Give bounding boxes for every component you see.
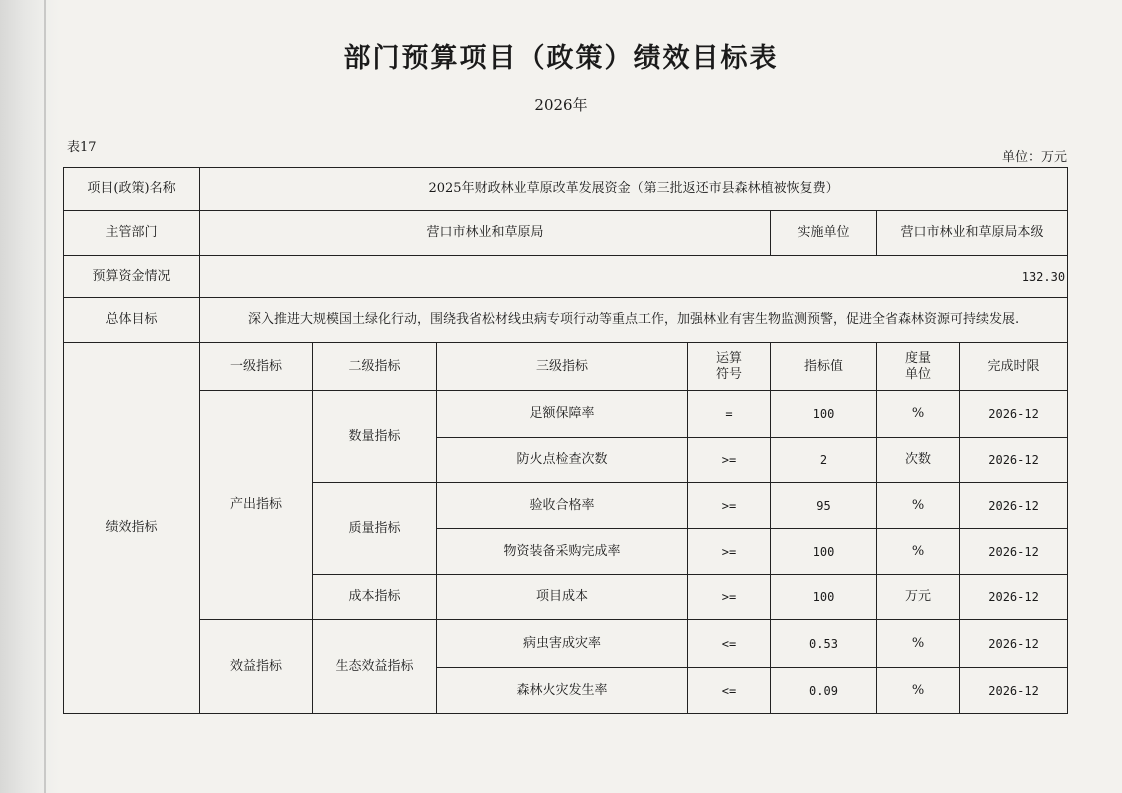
group-quality: 质量指标	[313, 483, 437, 575]
header-target: 指标值	[771, 343, 877, 391]
indicator-value: 100	[771, 391, 877, 438]
header-level1: 一级指标	[200, 343, 313, 391]
budget-value: 132.30	[200, 256, 1068, 298]
indicator-deadline: 2026-12	[960, 620, 1068, 668]
row-overall-goal	[64, 298, 1068, 343]
group-eco: 生态效益指标	[313, 620, 437, 714]
header-operator: 运算 符号	[688, 343, 771, 391]
indicator-name: 物资装备采购完成率	[437, 529, 688, 575]
indicator-operator: >=	[688, 483, 771, 529]
page-title: 部门预算项目（政策）绩效目标表	[343, 43, 779, 74]
impl-unit-value: 营口市林业和草原局本级	[877, 211, 1068, 256]
indicator-operator: >=	[688, 575, 771, 620]
indicator-name: 验收合格率	[437, 483, 688, 529]
header-deadline: 完成时限	[960, 343, 1068, 391]
header-level3: 三级指标	[437, 343, 688, 391]
indicator-unit: %	[877, 391, 960, 438]
indicator-unit: 万元	[877, 575, 960, 620]
performance-label: 绩效指标	[64, 343, 200, 714]
indicator-operator: =	[688, 391, 771, 438]
indicator-name: 森林火灾发生率	[437, 668, 688, 714]
indicator-value: 100	[771, 575, 877, 620]
header-unit: 度量 单位	[877, 343, 960, 391]
performance-table	[63, 167, 1068, 714]
indicator-value: 95	[771, 483, 877, 529]
table-row	[64, 391, 1068, 438]
row-budget	[64, 256, 1068, 298]
row-project-name	[64, 168, 1068, 211]
indicator-unit: %	[877, 668, 960, 714]
indicator-operator: <=	[688, 668, 771, 714]
indicator-name: 病虫害成灾率	[437, 620, 688, 668]
indicator-deadline: 2026-12	[960, 668, 1068, 714]
indicator-name: 项目成本	[437, 575, 688, 620]
indicator-unit: 次数	[877, 438, 960, 483]
indicator-unit: %	[877, 529, 960, 575]
budget-label: 预算资金情况	[64, 256, 200, 298]
indicator-value: 2	[771, 438, 877, 483]
indicator-operator: >=	[688, 438, 771, 483]
dept-label: 主管部门	[64, 211, 200, 256]
unit-label: 单位：万元	[1001, 150, 1067, 165]
overall-goal-value: 深入推进大规模国土绿化行动，围绕我省松材线虫病专项行动等重点工作，加强林业有害生物监测预警，促进全省森林资源可持续发展.	[200, 298, 1068, 343]
project-name-value: 2025年财政林业草原改革发展资金（第三批返还市县森林植被恢复费）	[200, 168, 1068, 211]
indicator-value: 0.53	[771, 620, 877, 668]
indicator-unit: %	[877, 483, 960, 529]
table-row	[64, 620, 1068, 668]
table-number: 表17	[67, 140, 97, 155]
indicator-name: 足额保障率	[437, 391, 688, 438]
indicator-operator: <=	[688, 620, 771, 668]
group-cost: 成本指标	[313, 575, 437, 620]
indicator-operator: >=	[688, 529, 771, 575]
header-level2: 二级指标	[313, 343, 437, 391]
indicator-deadline: 2026-12	[960, 438, 1068, 483]
dept-value: 营口市林业和草原局	[200, 211, 771, 256]
project-name-label: 项目(政策)名称	[64, 168, 200, 211]
indicator-deadline: 2026-12	[960, 483, 1068, 529]
binding-line	[44, 0, 46, 793]
group-benefit: 效益指标	[200, 620, 313, 714]
year-label: 2026年	[534, 96, 588, 114]
indicator-deadline: 2026-12	[960, 391, 1068, 438]
indicator-deadline: 2026-12	[960, 575, 1068, 620]
group-quantity: 数量指标	[313, 391, 437, 483]
page-binding-shadow	[0, 0, 60, 793]
row-indicator-header	[64, 343, 1068, 391]
row-dept	[64, 211, 1068, 256]
indicator-name: 防火点检查次数	[437, 438, 688, 483]
indicator-deadline: 2026-12	[960, 529, 1068, 575]
indicator-value: 0.09	[771, 668, 877, 714]
indicator-unit: %	[877, 620, 960, 668]
overall-goal-label: 总体目标	[64, 298, 200, 343]
indicator-value: 100	[771, 529, 877, 575]
group-output: 产出指标	[200, 391, 313, 620]
impl-unit-label: 实施单位	[771, 211, 877, 256]
